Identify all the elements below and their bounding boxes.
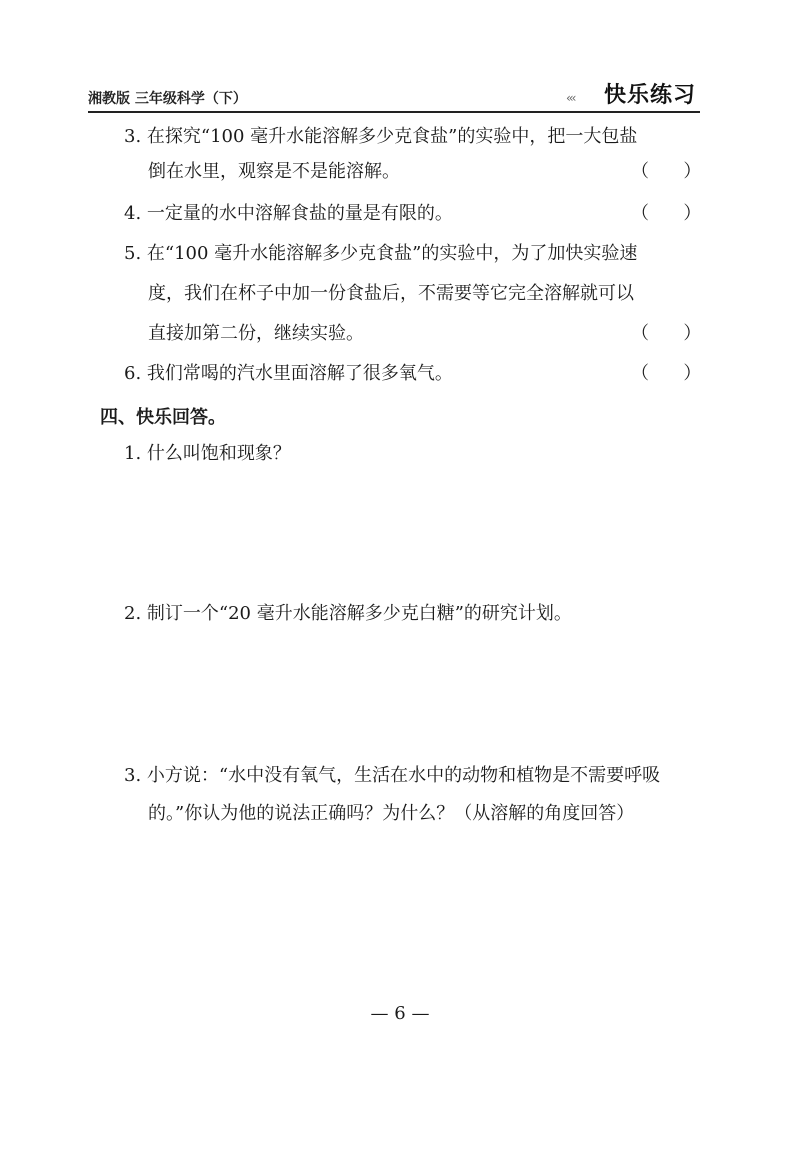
question-3-line-2: 的。”你认为他的说法正确吗？为什么？（从溶解的角度回答）: [148, 803, 635, 824]
judge-item-5-line-2: 度，我们在杯子中加一份食盐后，不需要等它完全溶解就可以: [148, 283, 634, 304]
question-2: 2. 制订一个“20 毫升水能溶解多少克白糖”的研究计划。: [124, 603, 572, 624]
judge-item-6-line-1: 6. 我们常喝的汽水里面溶解了很多氧气。: [124, 363, 453, 384]
judge-item-5-line-1: 5. 在“100 毫升水能溶解多少克食盐”的实验中，为了加快实验速: [124, 243, 638, 264]
question-3-line-1: 3. 小方说：“水中没有氧气，生活在水中的动物和植物是不需要呼吸: [124, 765, 661, 786]
answer-blank-6[interactable]: （ ）: [631, 363, 702, 384]
page-number: — 6 —: [370, 1003, 430, 1024]
judge-item-4-line-1: 4. 一定量的水中溶解食盐的量是有限的。: [124, 203, 453, 224]
answer-blank-3[interactable]: （ ）: [631, 161, 702, 182]
section-banner-title: 快乐练习: [603, 83, 696, 108]
page-header: [88, 78, 698, 110]
answer-blank-4[interactable]: （ ）: [631, 203, 702, 224]
question-1: 1. 什么叫饱和现象？: [124, 443, 291, 464]
answer-blank-5[interactable]: （ ）: [631, 323, 702, 344]
judge-item-5-line-3: 直接加第二份，继续实验。: [148, 323, 364, 344]
judge-item-3-line-1: 3. 在探究“100 毫升水能溶解多少克食盐”的实验中，把一大包盐: [124, 126, 638, 147]
section-4-heading: 四、快乐回答。: [100, 407, 226, 428]
chevron-left-icon: ‹‹‹: [566, 91, 575, 105]
book-edition-label: 湘教版 三年级科学（下）: [88, 91, 247, 107]
judge-item-3-line-2: 倒在水里，观察是不是能溶解。: [148, 161, 400, 182]
header-divider: [88, 111, 700, 113]
